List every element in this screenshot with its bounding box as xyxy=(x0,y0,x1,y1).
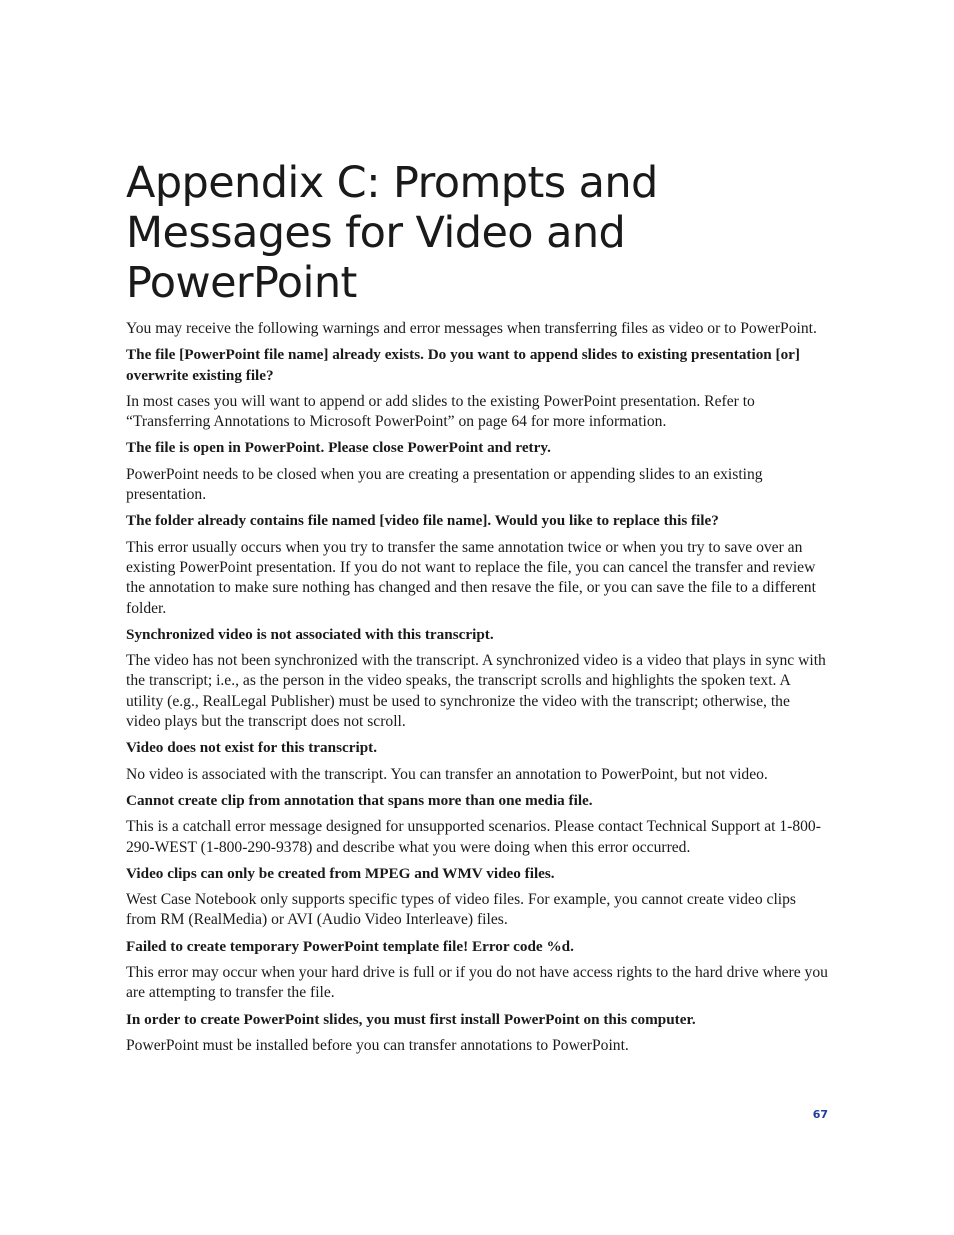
message-heading: Video clips can only be created from MPEG and WMV video files. xyxy=(126,864,555,882)
message-heading: The file is open in PowerPoint. Please close PowerPoint and retry. xyxy=(126,439,551,457)
page-content xyxy=(126,158,828,1062)
message-description: The video has not been synchronized with the transcript. A synchronized video is a video that plays in sync with the transcript; i.e., as the person in the video speaks, the transcript scrolls and highlights the spoken text. A utility (e.g., RealLegal Publisher) must be used to synchronize the video with the transcript; otherwise, the video plays but the transcript does not scroll. xyxy=(126,652,826,731)
message-description: This is a catchall error message designed for unsupported scenarios. Please contact Technical Support at 1-800-290-WEST (1-800-290-9378) and describe what you were doing when this error occurred. xyxy=(126,818,821,856)
intro-paragraph: You may receive the following warnings and error messages when transferring files as video or to PowerPoint. xyxy=(126,320,817,337)
message-heading: The file [PowerPoint file name] already exists. Do you want to append slides to existing presentation [or] overwrite existing file? xyxy=(126,346,800,384)
message-entry xyxy=(126,1010,828,1057)
page-title-line-1: Appendix C: Prompts and xyxy=(126,158,658,208)
message-heading: In order to create PowerPoint slides, you must first install PowerPoint on this computer. xyxy=(126,1010,696,1028)
message-entry xyxy=(126,511,828,618)
message-heading: Synchronized video is not associated with this transcript. xyxy=(126,625,494,643)
message-description: This error may occur when your hard drive is full or if you do not have access rights to the hard drive where you are attempting to transfer the file. xyxy=(126,964,828,1002)
message-entry xyxy=(126,625,828,732)
message-description: In most cases you will want to append or add slides to the existing PowerPoint presentation. Refer to “Transferring Annotations to Microsoft PowerPoint” on page 64 for more information. xyxy=(126,392,755,431)
message-entry xyxy=(126,791,828,858)
message-description: No video is associated with the transcript. You can transfer an annotation to PowerPoint, but not video. xyxy=(126,765,768,783)
message-description: West Case Notebook only supports specific types of video files. For example, you cannot create video clips from RM (RealMedia) or AVI (Audio Video Interleave) files. xyxy=(126,891,796,929)
message-entry xyxy=(126,345,828,432)
message-heading: The folder already contains file named [video file name]. Would you like to replace this file? xyxy=(126,512,719,530)
page-title xyxy=(126,158,828,308)
message-description: This error usually occurs when you try to transfer the same annotation twice or when you try to save over an existing PowerPoint presentation. If you do not want to replace the file, you can cancel the transfer and review the annotation to make sure nothing has changed and then resave the file, or you can save the file to a different folder. xyxy=(126,538,816,617)
message-description: PowerPoint must be installed before you can transfer annotations to PowerPoint. xyxy=(126,1036,629,1054)
message-heading: Cannot create clip from annotation that spans more than one media file. xyxy=(126,791,593,809)
page-title-line-2: Messages for Video and PowerPoint xyxy=(126,208,626,308)
message-entry xyxy=(126,937,828,1004)
message-entry xyxy=(126,864,828,931)
message-description: PowerPoint needs to be closed when you are creating a presentation or appending slides to an existing presentation. xyxy=(126,465,763,504)
message-heading: Failed to create temporary PowerPoint template file! Error code %d. xyxy=(126,937,574,955)
message-heading: Video does not exist for this transcript. xyxy=(126,739,378,757)
page-number: 67 xyxy=(812,1108,828,1121)
message-entry xyxy=(126,738,828,785)
message-entry xyxy=(126,438,828,505)
